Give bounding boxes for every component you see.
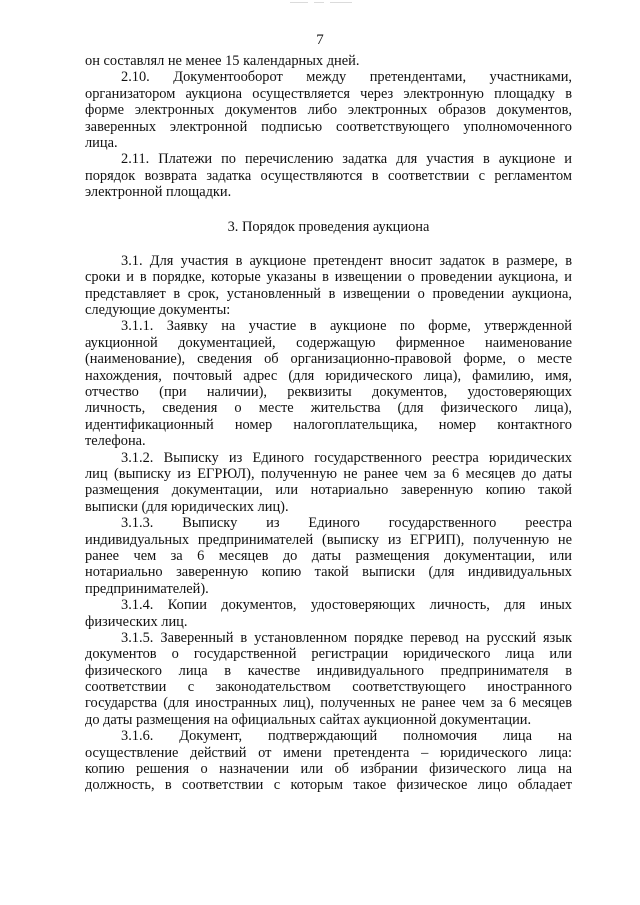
text-line: представляет в срок, установленный в извещении о проведении аукциона, bbox=[85, 285, 572, 302]
paragraph-2-11 bbox=[85, 151, 572, 200]
text-line: форме электронных документов либо электронных образов документов, bbox=[85, 102, 572, 119]
text-line: документов о государственной регистрации юридического лица или bbox=[85, 646, 572, 663]
paragraph-3-1-6 bbox=[85, 728, 572, 794]
text-line: лица. bbox=[85, 134, 118, 151]
text-line: лиц (выписку из ЕГРЮЛ), полученную не ранее чем за 6 месяцев до даты bbox=[85, 465, 572, 482]
text-line: отчество (при наличии), реквизиты документов, удостоверяющих bbox=[85, 384, 572, 401]
text-line: 3.1.6. Документ, подтверждающий полномочия лица на bbox=[121, 728, 572, 745]
text-line: копию решения о назначении или об избрании физического лица на bbox=[85, 761, 572, 778]
paragraph-3-1-5 bbox=[85, 630, 572, 728]
section-heading: 3. Порядок проведения аукциона bbox=[227, 218, 430, 235]
text-line: должность, в соответствии с которым такое физическое лицо обладает bbox=[85, 777, 572, 794]
text-line: 3.1.1. Заявку на участие в аукционе по форме, утвержденной bbox=[121, 318, 572, 335]
scan-artifact bbox=[290, 2, 370, 6]
paragraph-continuation bbox=[85, 53, 572, 69]
page-number: 7 bbox=[316, 32, 324, 48]
paragraph-3-1-3 bbox=[85, 515, 572, 597]
text-line: осуществление действий от имени претендента – юридического лица: bbox=[85, 744, 572, 761]
text-line: государства (для иностранных лиц), полученных не ранее чем за 6 месяцев bbox=[85, 695, 572, 712]
text-line: 3.1. Для участия в аукционе претендент вносит задаток в размере, в bbox=[121, 252, 572, 269]
text-line: организатором аукциона осуществляется через электронную площадку в bbox=[85, 85, 572, 102]
text-line: соответствии с законодательством соответствующего иностранного bbox=[85, 679, 572, 696]
text-line: телефона. bbox=[85, 433, 146, 450]
text-line: нотариально заверенную копию такой выписки (для индивидуальных bbox=[85, 564, 572, 581]
text-line: предпринимателей). bbox=[85, 580, 209, 597]
text-line: заверенных электронной подписью соответствующего уполномоченного bbox=[85, 118, 572, 135]
document-body bbox=[85, 53, 572, 794]
text-line: размещения документации, или нотариально заверенную копию такой bbox=[85, 482, 572, 499]
text-line: ранее чем за 6 месяцев до даты размещения документации, или bbox=[85, 547, 572, 564]
text-line: (наименование), сведения об организационно-правовой форме, о месте bbox=[85, 351, 572, 368]
text-line: до даты размещения на официальных сайтах аукционной документации. bbox=[85, 711, 532, 728]
paragraph-3-1-4 bbox=[85, 597, 572, 630]
text-line: сроки и в порядке, которые указаны в извещении о проведении аукциона, и bbox=[85, 269, 572, 286]
text-line: индивидуальных предпринимателей (выписку из ЕГРИП), полученную не bbox=[85, 531, 572, 548]
text-line: 3.1.4. Копии документов, удостоверяющих личность, для иных bbox=[121, 597, 572, 614]
paragraph-3-1-1 bbox=[85, 318, 572, 449]
text-line: 2.11. Платежи по перечислению задатка для участия в аукционе и bbox=[121, 151, 572, 168]
text-line: аукционной документацией, содержащую фирменное наименование bbox=[85, 334, 572, 351]
text-line: личность, сведения о месте жительства (для физического лица), bbox=[85, 400, 572, 417]
text-line: порядок возврата задатка осуществляются в соответствии с регламентом bbox=[85, 167, 572, 184]
text-line: следующие документы: bbox=[85, 302, 231, 319]
paragraph-2-10 bbox=[85, 69, 572, 151]
text-line: электронной площадки. bbox=[85, 184, 232, 201]
text-line: 3.1.5. Заверенный в установленном порядке перевод на русский язык bbox=[121, 629, 572, 646]
text-line: выписки (для юридических лиц). bbox=[85, 498, 289, 515]
paragraph-3-1 bbox=[85, 253, 572, 319]
text-line: 2.10. Документооборот между претендентами, участниками, bbox=[121, 69, 572, 86]
text-line: 3.1.3. Выписку из Единого государственного реестра bbox=[121, 515, 572, 532]
text-line: нахождения, почтовый адрес (для юридического лица), фамилию, имя, bbox=[85, 367, 572, 384]
text-line: идентификационный номер налогоплательщика, номер контактного bbox=[85, 416, 572, 433]
text-line: физического лица в качестве индивидуального предпринимателя в bbox=[85, 662, 572, 679]
paragraph-3-1-2 bbox=[85, 450, 572, 516]
text-line: физических лиц. bbox=[85, 613, 188, 630]
text-line: он составлял не менее 15 календарных дней. bbox=[85, 53, 360, 69]
text-line: 3.1.2. Выписку из Единого государственного реестра юридических bbox=[121, 449, 572, 466]
